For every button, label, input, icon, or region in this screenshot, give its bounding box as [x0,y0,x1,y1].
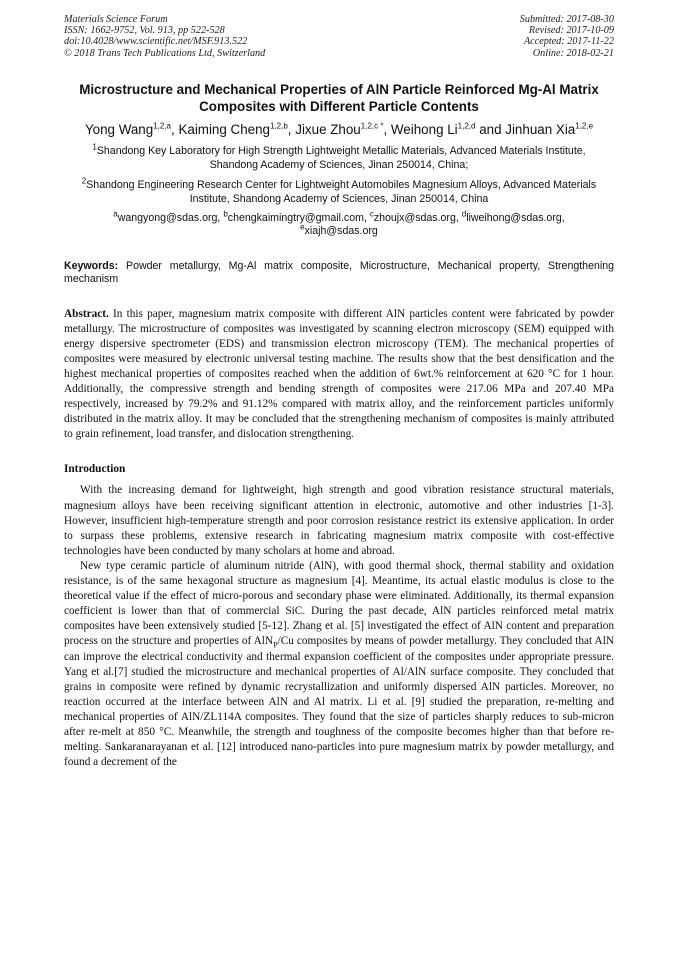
affiliation-1 [64,144,614,172]
journal-header [64,14,614,59]
author-separator: , [170,121,179,137]
email-mark: e [300,222,305,232]
journal-issn: ISSN: 1662-9752, Vol. 913, pp 522-528 [64,25,225,37]
keywords-text: Powder metallurgy, Mg-Al matrix composite, Microstructure, Mechanical property, Strengthening mechanism [64,259,614,286]
date-online: Online: 2018-02-21 [532,47,614,59]
journal-info [64,14,265,59]
intro-paragraph-2 [64,559,614,770]
section-heading-introduction: Introduction [64,463,126,476]
email-separator: , [217,211,224,224]
author-separator: , [287,121,296,137]
email-mark: d [461,209,467,219]
email-address: xiajh@sdas.org [304,224,378,237]
author-name: Kaiming Cheng [178,121,270,137]
journal-doi: doi:10.4028/www.scientific.net/MSF.913.522 [64,36,248,48]
email-separator: , [455,211,462,224]
affiliation-2 [64,178,614,206]
intro-paragraph-2-part-a: New type ceramic particle of aluminum nitride (AlN), with good thermal shock, thermal stability and oxidation resistance, is of the same hexagonal structure as magnesium [4]. Meantime, its actual elastic modulus is close to the theoretical value if the effect of micro-porous and secondary phase were eliminated. Additionally, its thermal expansion coefficient is lower than that of commercial SiC. During the past decade, AlN particles reinforced metal matrix composites have been extensively studied [5-12]. Zhang et al. [5] investigated the effect of AlN content and preparation process on the structure and properties of AlN [64,559,614,648]
submission-dates [520,14,614,59]
keywords-label: Keywords: [64,259,119,272]
email-mark: a [113,209,118,219]
author-affiliation-mark: 1,2,c * [360,121,384,131]
author-name: Jinhuan Xia [505,121,576,137]
affiliation-text: Shandong Engineering Research Center for Lightweight Automobiles Magnesium Alloys, Advanced Materials Institute, Shandong Academy of Sciences, Jinan 250014, China [86,178,597,205]
author-affiliation-mark: 1,2,d [457,121,476,131]
author-name: Yong Wang [84,121,154,137]
affiliation-mark: 2 [81,176,87,186]
author-separator: and [475,121,506,137]
abstract-block [64,307,614,443]
author-list [64,121,614,138]
journal-name: Materials Science Forum [64,14,168,25]
abstract-text: In this paper, magnesium matrix composite with different AlN particles content were fabricated by powder metallurgy. The microstructure of composites was investigated by scanning electron microscopy (SEM) equipped with energy dispersive spectrometer (EDS) and transmission electron microscopy (TEM). The mechanical properties of composites were measured by electronic universal testing machine. The results show that the best densification and the highest mechanical properties of composites reached when the addition of 6wt.% reinforcement at 620 °C for 1 hour. Additionally, the compressive strength and bending strength of composites were 217.06 MPa and 207.40 MPa respectively, increased by 79.2% and 91.12% compared with matrix alloy, and the reinforcement particles uniformly distributed in the matrix alloy. It may be concluded that the strengthening mechanism of composites is mainly attributed to grain refinement, load transfer, and dislocation strengthening. [64,307,614,441]
intro-paragraph-1: With the increasing demand for lightweight, high strength and good vibration resistance structural materials, magnesium alloys have been receiving significant attention in electronic, automotive and other industries [1-3]. However, insufficient high-temperature strength and poor corrosion resistance restrict its extensive application. In order to surpass these problems, extensive research in fabricating magnesium matrix composite with cost-effective technologies have been conducted by many scholars at home and abroad. [64,484,614,557]
author-affiliation-mark: 1,2,e [575,121,594,131]
intro-paragraph-2-part-b: /Cu composites by means of powder metallurgy. They concluded that AlN can improve the electrical conductivity and thermal expansion coefficient of the composites under appropriate pressure. Yang et al.[7] studied the microstructure and mechanical properties of Al/AlN surface composite. They concluded that grains in composite were refined by dynamic recrystallization and uniformly dispersed AlN particles. Moreover, no reaction occurred at the interface between AlN and Al matrix. Li et al. [9] studied the preparation, re-melting and mechanical properties of AlN/ZL114A composites. They found that the size of particles sharply reduces to sub-micron after re-melt at 850 °C. Meanwhile, the strength and toughness of the composite becomes higher than that before re-melting. Sankaranarayanan et al. [12] introduced nano-particles into pure magnesium matrix by powder metallurgy, and found a decrement of the [64,635,615,769]
email-address: zhoujx@sdas.org [373,211,456,224]
email-mark: c [369,209,374,219]
date-revised: Revised: 2017-10-09 [528,25,614,37]
author-name: Weihong Li [390,121,458,137]
email-address: liweihong@sdas.org [466,211,562,224]
paper-title: Microstructure and Mechanical Properties of AlN Particle Reinforced Mg-Al Matrix Composites with Different Particle Contents [79,81,599,114]
email-separator: , [561,211,565,224]
author-separator: , [383,121,391,137]
author-affiliation-mark: 1,2,b [270,121,288,131]
journal-copyright: © 2018 Trans Tech Publications Ltd, Switzerland [64,47,266,59]
intro-paragraph-2-subscript: P [273,640,278,650]
keywords-block [64,260,614,287]
affiliation-text: Shandong Key Laboratory for High Strength Lightweight Metallic Materials, Advanced Materials Institute, Shandong Academy of Sciences, Jinan 250014, China; [96,144,586,171]
date-accepted: Accepted: 2017-11-22 [523,36,614,48]
author-affiliation-mark: 1,2,a [153,121,171,131]
date-submitted: Submitted: 2017-08-30 [519,14,614,25]
email-mark: b [223,209,228,219]
email-separator: , [363,211,370,224]
email-list [64,209,614,238]
abstract-label: Abstract. [64,307,109,320]
affiliation-mark: 1 [92,142,97,152]
email-address: wangyong@sdas.org [117,211,218,224]
email-address: chengkaimingtry@gmail.com [227,211,364,224]
author-name: Jixue Zhou [295,121,361,137]
